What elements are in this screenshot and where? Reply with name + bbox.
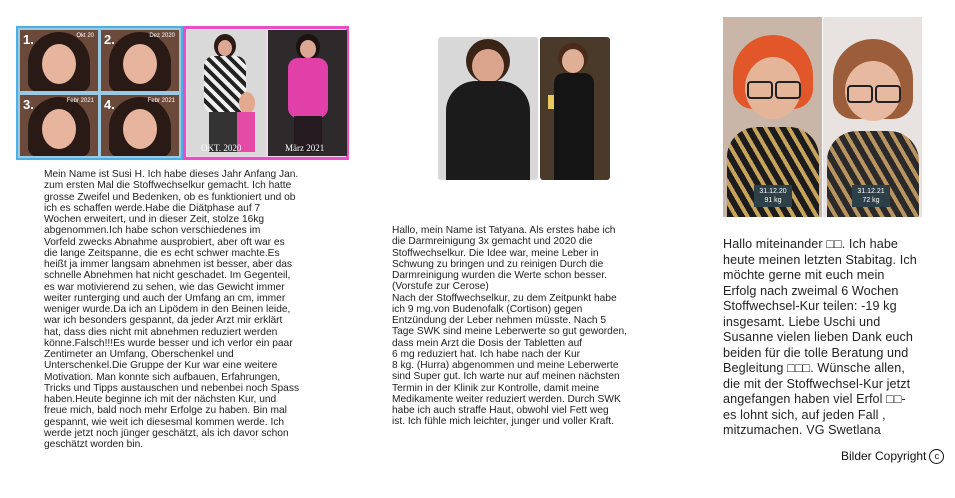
- after-date-label: März 2021: [285, 143, 325, 153]
- susi-before-after-collage: [183, 26, 349, 160]
- tatyana-testimonial: Hallo, mein Name ist Tatyana. Als erstes habe ich die Darmreinigung 3x gemacht und 2020 die Stoffwechselkur. Die Idee war, meine Leber in Schwung zu bringen und zu reinigen Durch die Darmreinigung wurden die Werte schon besser. (Vorstufe zur Cerose) Nach der Stoffwechselkur, zu dem Zeitpunkt habe ich 9 mg.von Budenofalk (Cortison) gegen Entzündung der Leber nehmen müsste. Nach 5 Tage SWK sind meine Leberwerte so gut geworden, dass mein Arzt die Dosis der Tabletten auf 6 mg reduziert hat. Ich habe nach der Kur 8 kg. (Hurra) abgenommen und meine Leberwerte sind Super gut. Ich warte nur auf meinen nächsten Termin in der Klinik zur Kontrolle, damit meine Medikamente weiter reduziert werden. Durch SWK habe ich auch straffe Haut, obwohl viel Fett weg ist. Ich fühle mich leichter, junger und voller Kraft.: [392, 225, 628, 428]
- copyright-label: Bilder Copyright: [841, 449, 927, 463]
- susi-before-photo: [187, 30, 266, 156]
- copyright-icon: c: [929, 449, 944, 464]
- susi-photo-1: 1. Okt 20: [20, 30, 98, 91]
- swetlana-before-photo: [723, 17, 822, 217]
- swetlana-after-photo: [823, 17, 922, 217]
- before-weight-caption: 31.12.20 91 kg: [754, 185, 792, 207]
- susi-after-photo: [268, 30, 347, 156]
- susi-progress-collage: [16, 26, 183, 160]
- susi-photo-4: 4. Febr 2021: [101, 95, 179, 156]
- tatyana-before-photo: [438, 37, 538, 180]
- tatyana-after-photo: [540, 37, 610, 180]
- swetlana-testimonial: Hallo miteinander □□. Ich habe heute meinen letzten Stabitag. Ich möchte gerne mit euch mein Erfolg nach zweimal 6 Wochen Stoffwechsel-Kur teilen: -19 kg insgesamt. Liebe Uschi und Susanne vielen lieben Dank euch beiden für die tolle Beratung und Begleitung □□□. Wünsche allen, die mit der Stoffwechsel-Kur jetzt angefangen haben viel Erfol □□- es lohnt sich, auf jeden Fall , mitzumachen. VG Swetlana: [723, 237, 917, 437]
- copyright-notice: [841, 449, 944, 464]
- susi-testimonial: Mein Name ist Susi H. Ich habe dieses Jahr Anfang Jan. zum ersten Mal die Stoffwechselkur gemacht. Ich hatte grosse Zweifel und Bedenken, ob es funktioniert und ob ich es schaffen werde.Habe die Diätphase auf 7 Wochen erweitert, und in dieser Zeit, stolze 16kg abgenommen.Ich habe schon verschiedenes im Vorfeld zwecks Abnahme ausprobiert, aber oft war es die lange Zeitspanne, die es echt schwer machte.Es heißt ja immer langsam abnehmen ist besser, aber das schnelle Abnehmen hat nicht geschadet. Im Gegenteil, es war motivierend zu sehen, wie das Gewicht immer weiter runterging und auch der Umfang an cm, immer weniger wurde.Da ich an Lipödem in den Beinen leide, war ich besonders gespannt, da jeder Arzt mir erklärt hat, dass dies nicht mit abnehmen reduziert werden könne.Falsch!!!Es wurde besser und ich verlor ein paar Zentimeter an Umfang, Oberschenkel und Unterschenkel.Die Gruppe der Kur war eine weitere Motivation. Man konnte sich aufbauen, Erfahrungen, Tricks und Tipps austauschen und nebenbei noch Spass haben.Heute beginne ich mit der nächsten Kur, und freue mich, bald noch mehr Erfolge zu haben. Bin mal gespannt, wie weit ich diesesmal kommen werde. Ich werde jetzt noch jünger geschätzt, als ich davor schon geschätzt worden bin.: [44, 169, 300, 450]
- before-date-label: OKT. 2020: [201, 143, 242, 153]
- susi-photo-2: 2. Dez 2020: [101, 30, 179, 91]
- susi-photo-3: 3. Febr 2021: [20, 95, 98, 156]
- after-weight-caption: 31.12.21 72 kg: [852, 185, 890, 207]
